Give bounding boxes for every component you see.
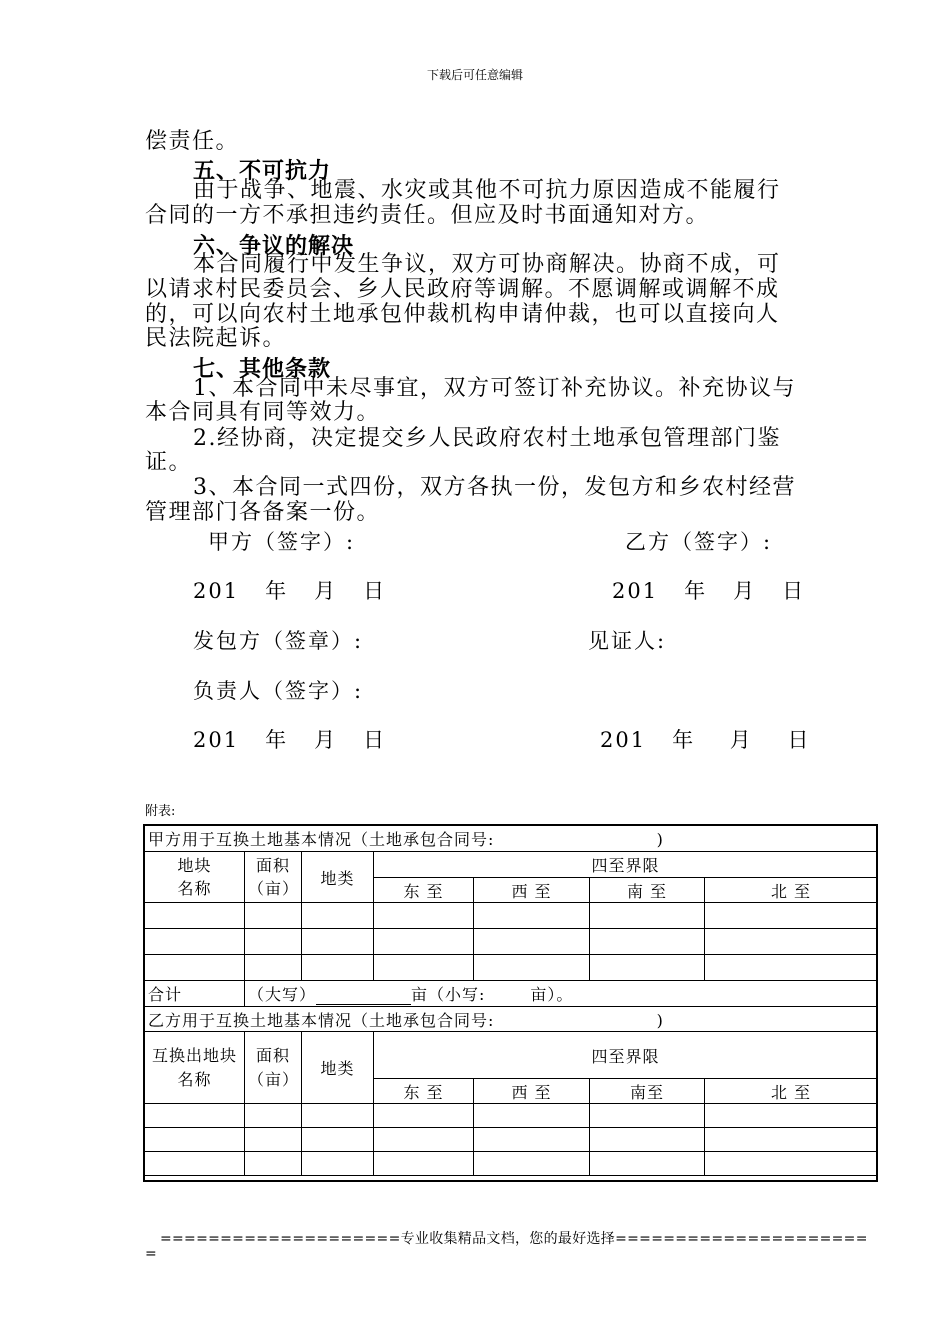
footer-line: =	[145, 1246, 158, 1262]
table-a-total-row	[145, 981, 878, 1007]
table-cell	[705, 955, 878, 981]
table-cell	[474, 1152, 590, 1176]
table-cell	[374, 1104, 474, 1128]
direction-west: 西 至	[474, 878, 590, 903]
table-b-col-area	[245, 1032, 302, 1104]
table-cell	[145, 903, 245, 929]
table-cell	[145, 1152, 245, 1176]
table-a-title-cell	[145, 826, 878, 852]
table-cell	[302, 1104, 374, 1128]
table-cell	[374, 903, 474, 929]
table-cell	[245, 1128, 302, 1152]
table-cell	[374, 929, 474, 955]
section7-line: 3、本合同一式四份，双方各执一份，发包方和乡农村经营	[193, 475, 796, 500]
section6-line: 以请求村民委员会、乡人民政府等调解。不愿调解或调解不成	[145, 277, 780, 302]
table-a-col-area	[245, 852, 302, 903]
table-cell	[474, 929, 590, 955]
table-row	[145, 1128, 878, 1152]
table-cell	[590, 1152, 705, 1176]
party-a-signature: 甲方（签字）:	[208, 530, 356, 554]
table-cell	[474, 955, 590, 981]
table-b-title-cell	[145, 1007, 878, 1032]
table-a-boundary: 四至界限	[374, 852, 878, 878]
table-cell	[245, 1104, 302, 1128]
witness-signature: 见证人:	[588, 629, 667, 653]
contract-line-compensation: 偿责任。	[145, 129, 240, 154]
section6-line: 的，可以向农村土地承包仲裁机构申请仲裁，也可以直接向人	[145, 302, 780, 327]
table-a-header-row	[145, 852, 878, 878]
table-cell	[474, 903, 590, 929]
direction-north: 北 至	[705, 878, 878, 903]
table-cell	[145, 929, 245, 955]
table-b-title: 乙方用于互换土地基本情况（土地承包合同号:	[148, 1010, 495, 1030]
table-cell	[474, 1104, 590, 1128]
table-b-title-row	[145, 1007, 878, 1032]
total-text-lower: 亩（小写:	[411, 985, 486, 1004]
table-row	[145, 1104, 878, 1128]
table-a-title-row	[145, 826, 878, 852]
table-cell	[374, 955, 474, 981]
table-cell	[245, 903, 302, 929]
table-cell	[145, 1128, 245, 1152]
direction-south: 南至	[590, 1079, 705, 1104]
section5-line: 由于战争、地震、水灾或其他不可抗力原因造成不能履行	[193, 178, 781, 203]
table-cell	[590, 1128, 705, 1152]
table-row	[145, 929, 878, 955]
table-cell	[590, 929, 705, 955]
table-a-title: 甲方用于互换土地基本情况（土地承包合同号:	[148, 830, 495, 849]
table-row	[145, 955, 878, 981]
table-cell	[302, 955, 374, 981]
table-b-title-close: )	[656, 1010, 664, 1030]
col-area-line: 面积	[255, 1045, 290, 1065]
col-name-line: 名称	[177, 879, 212, 898]
total-text-upper: （大写）	[248, 985, 317, 1004]
section7-line: 1、本合同中未尽事宜，双方可签订补充协议。补充协议与	[193, 376, 796, 401]
total-text-close: 亩）。	[530, 985, 574, 1004]
appendix-label: 附表:	[145, 804, 176, 819]
table-a-col-type: 地类	[302, 852, 374, 903]
party-b-date: 201 年 月 日	[612, 579, 806, 603]
section5-heading: 五、不可抗力	[193, 158, 332, 184]
table-cell	[302, 1152, 374, 1176]
col-name-line: 地块	[177, 856, 212, 875]
table-cell	[705, 1128, 878, 1152]
section6-line: 本合同履行中发生争议，双方可协商解决。协商不成，可	[193, 252, 781, 277]
table-cell	[245, 955, 302, 981]
section6-line: 民法院起诉。	[145, 326, 287, 351]
total-content	[245, 981, 878, 1007]
page-header: 下载后可任意编辑	[426, 68, 523, 82]
exchange-land-table	[144, 825, 878, 1176]
table-row	[145, 903, 878, 929]
col-area-line: 面积	[255, 856, 290, 875]
table-cell	[302, 903, 374, 929]
table-b-header-row	[145, 1032, 878, 1079]
table-cell	[474, 1128, 590, 1152]
table-cell	[145, 955, 245, 981]
table-cell	[245, 1152, 302, 1176]
direction-north: 北 至	[705, 1079, 878, 1104]
section7-line: 本合同具有同等效力。	[145, 400, 381, 425]
footer-line: ====================专业收集精品文档，您的最好选择=====================	[160, 1231, 868, 1247]
section5-line: 合同的一方不承担违约责任。但应及时书面通知对方。	[145, 203, 710, 228]
table-cell	[302, 1128, 374, 1152]
witness-date: 201 年 月 日	[600, 728, 811, 752]
table-a-col-name	[145, 852, 245, 903]
party-b-signature: 乙方（签字）:	[625, 530, 773, 554]
col-area-line: （亩）	[248, 1069, 300, 1089]
party-a-date: 201 年 月 日	[193, 579, 387, 603]
table-cell	[705, 1104, 878, 1128]
issuer-date: 201 年 月 日	[193, 728, 387, 752]
table-cell	[374, 1128, 474, 1152]
table-cell	[302, 929, 374, 955]
section6-heading: 六、争议的解决	[193, 233, 355, 259]
table-cell	[245, 929, 302, 955]
table-row	[145, 1152, 878, 1176]
table-cell	[374, 1152, 474, 1176]
principal-signature: 负责人（签字）:	[193, 679, 364, 703]
col-name-line: 名称	[177, 1069, 212, 1089]
direction-east: 东 至	[374, 1079, 474, 1104]
table-cell	[705, 1152, 878, 1176]
table-cell	[590, 1104, 705, 1128]
section7-line: 管理部门各备案一份。	[145, 500, 381, 525]
col-area-line: （亩）	[248, 879, 300, 898]
table-b-col-type: 地类	[302, 1032, 374, 1104]
direction-east: 东 至	[374, 878, 474, 903]
section7-line: 2.经协商，决定提交乡人民政府农村土地承包管理部门鉴	[193, 426, 781, 451]
section7-heading: 七、其他条款	[193, 356, 332, 382]
direction-west: 西 至	[474, 1079, 590, 1104]
table-cell	[705, 903, 878, 929]
total-underline	[316, 988, 411, 1005]
table-cell	[590, 955, 705, 981]
section7-line: 证。	[145, 450, 193, 475]
col-name-line: 互换出地块	[151, 1045, 237, 1065]
table-b-col-name	[145, 1032, 245, 1104]
total-label: 合计	[145, 981, 245, 1007]
table-a-title-close: )	[656, 830, 664, 849]
table-cell	[705, 929, 878, 955]
table-cell	[590, 903, 705, 929]
table-b-boundary: 四至界限	[374, 1032, 878, 1079]
issuer-signature: 发包方（签章）:	[193, 629, 364, 653]
direction-south: 南 至	[590, 878, 705, 903]
table-cell	[145, 1104, 245, 1128]
